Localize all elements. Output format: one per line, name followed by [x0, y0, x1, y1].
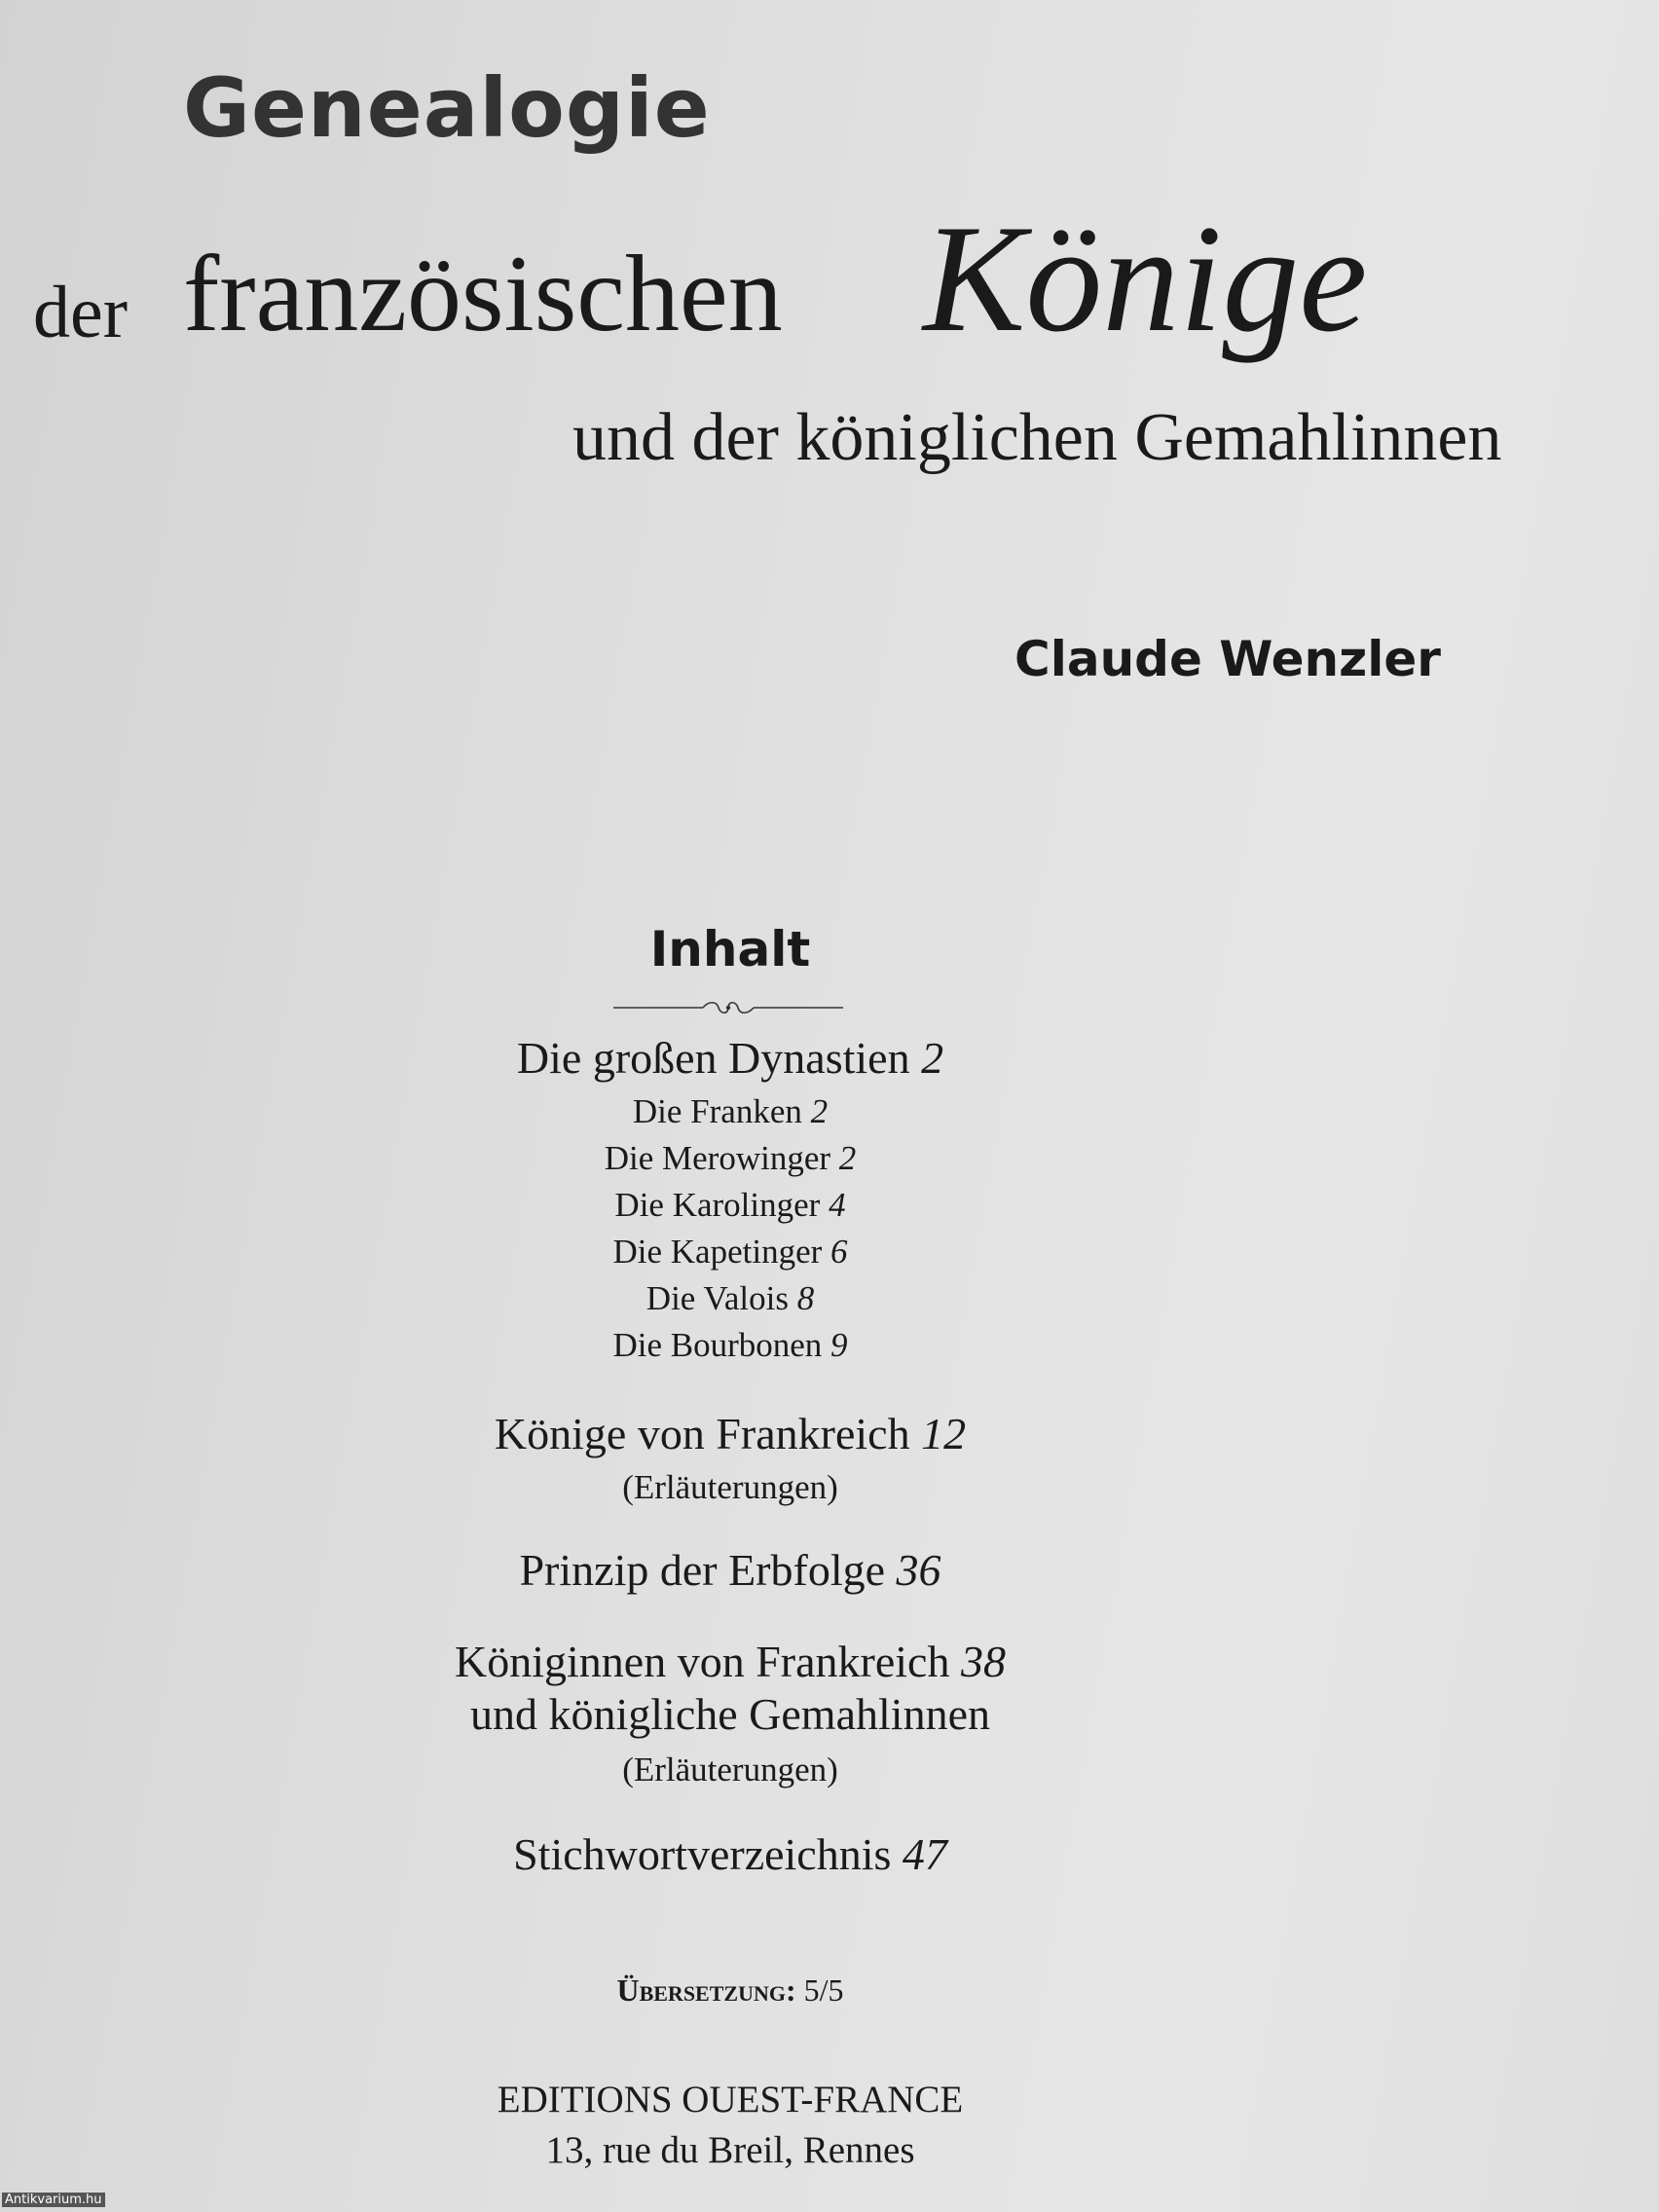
title-genealogie: Genealogie [183, 60, 711, 156]
toc-heading: Inhalt [649, 921, 811, 977]
toc-entry-koenige-note: (Erläuterungen) [622, 1468, 838, 1506]
publisher-name: EDITIONS OUEST-FRANCE [497, 2079, 964, 2120]
toc-entry-koeniginnen: Königinnen von Frankreich 38 [455, 1637, 1006, 1686]
watermark: Antikvarium.hu [2, 2193, 105, 2207]
toc-entry-koeniginnen-note: (Erläuterungen) [622, 1751, 838, 1788]
toc-entry-dynastien: Die großen Dynastien 2 [516, 1033, 944, 1083]
toc-list [350, 1032, 1110, 1879]
toc-entry-bourbonen: Die Bourbonen 9 [612, 1326, 848, 1364]
toc-entry-koenige: Könige von Frankreich 12 [494, 1409, 967, 1458]
translation-note [350, 1972, 1110, 2009]
toc-entry-koeniginnen-line2: und königliche Gemahlinnen [470, 1689, 990, 1739]
publisher-address: 13, rue du Breil, Rennes [545, 2129, 915, 2171]
toc-entry-kapetinger: Die Kapetinger 6 [612, 1233, 848, 1271]
toc-entry-stichwort: Stichwortverzeichnis 47 [513, 1829, 947, 1879]
toc-entry-merowinger: Die Merowinger 2 [604, 1139, 857, 1177]
title-koenige: Könige [923, 194, 1368, 364]
translation-label: Übersetzung: [616, 1972, 796, 2008]
ornament-divider [613, 997, 843, 1018]
toc-entry-franken: Die Franken 2 [632, 1092, 829, 1130]
toc-entry-karolinger: Die Karolinger 4 [614, 1186, 846, 1224]
author-name: Claude Wenzler [1014, 631, 1441, 687]
translation-value: 5/5 [803, 1972, 844, 2008]
title-subline: und der königlichen Gemahlinnen [572, 400, 1502, 475]
toc-entry-valois: Die Valois 8 [645, 1279, 815, 1317]
title-der: der [33, 272, 129, 353]
title-franzoesischen: französischen [183, 234, 783, 354]
toc-entry-erbfolge: Prinzip der Erbfolge 36 [519, 1545, 941, 1595]
